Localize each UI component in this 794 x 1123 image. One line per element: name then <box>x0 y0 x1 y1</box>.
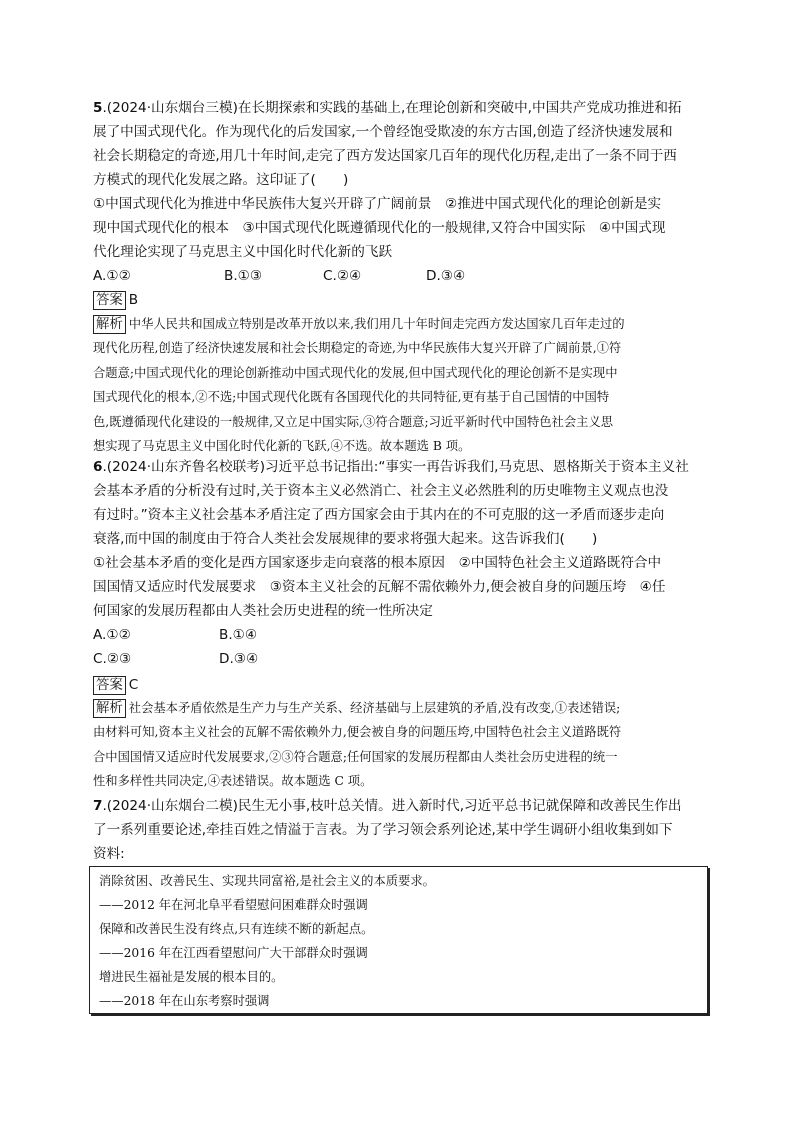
question-5 <box>93 96 713 288</box>
option-b[interactable]: B.①③ <box>224 268 263 284</box>
question-6-answer <box>93 675 138 695</box>
question-5-line-7: 代化理论实现了马克思主义中国化时代化新的飞跃 <box>93 244 393 260</box>
quote-2: 保障和改善民生没有终点,只有连续不断的新起点。 <box>99 922 374 936</box>
option-a[interactable]: A.①② <box>93 627 131 643</box>
question-5-explanation: 解析 中华人民共和国成立特别是改革开放以来,我们用几十年时间走完西方发达国家几百年走过的 现代化历程,创造了经济快速发展和社会长期稳定的奇迹,为中华民族伟大复兴开辟了广阔前景,①符 合题意;中国式现代化的理论创新推动中国式现代化的发展,但中国式现代化的理论创新不是实现中 国式现代化的根本,②不选;中国式现代化既有各国现代化的共同特征,更有基于自己国情的中国特 色,既遵循现代化建设的一般规律,又立足中国实际,③符合题意;习近平新时代中国特色社会主义思 想实现了马克思主义中国化时代化新的飞跃,④不选。故本题选 B 项。 <box>93 317 625 454</box>
answer-value: C <box>128 677 139 693</box>
question-5-line-2: 展了中国式现代化。作为现代化的后发国家,一个曾经饱受欺凌的东方古国,创造了经济快速发展和 <box>93 124 673 140</box>
explain-tag: 解析 <box>93 315 126 334</box>
question-6-line-4: 衰落,而中国的制度由于符合人类社会发展规律的要求将强大起来。这告诉我们( ) <box>93 531 598 547</box>
question-6-options-row-2 <box>93 647 713 671</box>
answer-tag: 答案 <box>93 291 126 310</box>
question-6-line-1: 6.(2024·山东齐鲁名校联考)习近平总书记指出:“事实一再告诉我们,马克思、恩格斯关于资本主义社 <box>93 459 689 475</box>
answer-tag: 答案 <box>93 676 126 695</box>
material-box <box>89 866 708 1014</box>
question-7-line-3: 资料: <box>93 846 125 862</box>
option-d[interactable]: D.③④ <box>426 268 466 284</box>
quote-3: 增进民生福祉是发展的根本目的。 <box>99 970 284 984</box>
question-5-line-4: 方模式的现代化发展之路。这印证了( ) <box>93 172 349 188</box>
question-7 <box>93 794 713 866</box>
question-6-line-7: 何国家的发展历程都由人类社会历史进程的统一性所决定 <box>93 603 433 619</box>
question-6-line-3: 有过时。”资本主义社会基本矛盾注定了西方国家会由于其内在的不可克服的这一矛盾而逐步走向 <box>93 507 665 523</box>
question-5-line-1: 5.(2024·山东烟台三模)在长期探索和实践的基础上,在理论创新和突破中,中国共产党成功推进和拓 <box>93 100 682 116</box>
question-5-options <box>93 264 713 288</box>
question-6-explanation: 解析 社会基本矛盾依然是生产力与生产关系、经济基础与上层建筑的矛盾,没有改变,①表述错误; 由材料可知,资本主义社会的瓦解不需依赖外力,便会被自身的问题压垮,中国特色社会主义道路既符 合中国国情又适应时代发展要求,②③符合题意;任何国家的发展历程都由人类社会历史进程的统一 性和多样性共同决定,④表述错误。故本题选 C 项。 <box>93 701 622 789</box>
quote-2-source: ——2016 年在江西看望慰问广大干部群众时强调 <box>99 946 368 960</box>
question-6-options-row-1 <box>93 623 713 647</box>
option-b[interactable]: B.①④ <box>219 627 258 643</box>
answer-value: B <box>128 292 139 308</box>
question-5-line-5: ①中国式现代化为推进中华民族伟大复兴开辟了广阔前景 ②推进中国式现代化的理论创新是实 <box>93 196 662 212</box>
quote-3-source: ——2018 年在山东考察时强调 <box>99 994 270 1008</box>
question-6-number: 6 <box>93 459 103 475</box>
question-7-line-2: 了一系列重要论述,牵挂百姓之情溢于言表。为了学习领会系列论述,某中学生调研小组收集到如下 <box>93 822 673 838</box>
quote-1-source: ——2012 年在河北阜平看望慰问困难群众时强调 <box>99 898 368 912</box>
option-a[interactable]: A.①② <box>93 268 131 284</box>
question-5-number: 5 <box>93 100 103 116</box>
question-6 <box>93 455 713 671</box>
explain-tag: 解析 <box>93 699 126 718</box>
quote-1: 消除贫困、改善民生、实现共同富裕,是社会主义的本质要求。 <box>99 874 435 888</box>
question-7-number: 7 <box>93 798 103 814</box>
option-d[interactable]: D.③④ <box>219 651 259 667</box>
question-6-line-2: 会基本矛盾的分析没有过时,关于资本主义必然消亡、社会主义必然胜利的历史唯物主义观点也没 <box>93 483 669 499</box>
question-5-line-3: 社会长期稳定的奇迹,用几十年时间,走完了西方发达国家几百年的现代化历程,走出了一条不同于西 <box>93 148 677 164</box>
option-c[interactable]: C.②③ <box>93 651 132 667</box>
option-c[interactable]: C.②④ <box>323 268 362 284</box>
question-7-line-1: 7.(2024·山东烟台二模)民生无小事,枝叶总关情。进入新时代,习近平总书记就保障和改善民生作出 <box>93 798 682 814</box>
question-6-line-6: 国国情又适应时代发展要求 ③资本主义社会的瓦解不需依赖外力,便会被自身的问题压垮 ④任 <box>93 579 666 595</box>
question-6-line-5: ①社会基本矛盾的变化是西方国家逐步走向衰落的根本原因 ②中国特色社会主义道路既符合中 <box>93 555 662 571</box>
question-5-line-6: 现中国式现代化的根本 ③中国式现代化既遵循现代化的一般规律,又符合中国实际 ④中国式现 <box>93 220 666 236</box>
question-5-answer <box>93 290 138 310</box>
